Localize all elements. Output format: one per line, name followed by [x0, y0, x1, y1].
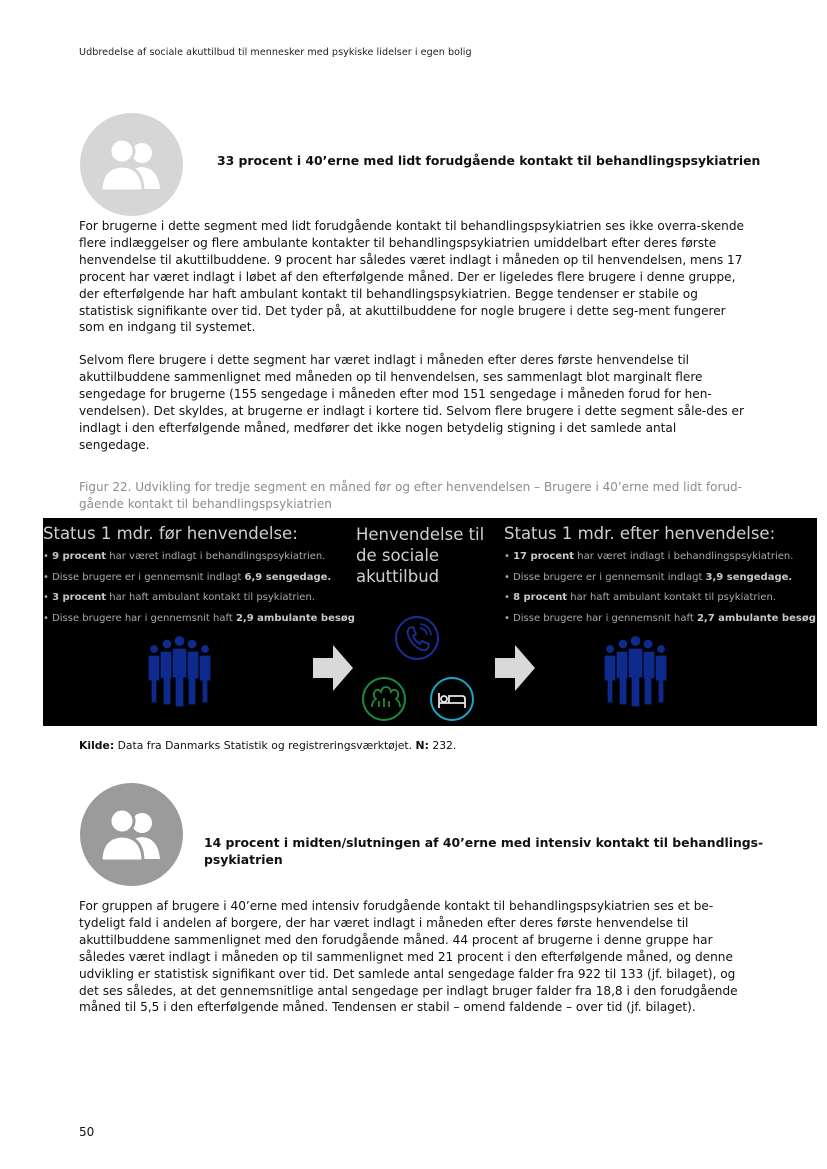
before-status-list — [43, 547, 355, 629]
segment-heading: 14 procent i midten/slutningen af 40’erne med intensiv kontakt til behandlings-psykiatrien — [204, 835, 764, 867]
before-status-column — [43, 523, 355, 629]
infographic-figure — [43, 518, 817, 726]
after-status-list — [504, 547, 817, 629]
body-paragraph: For gruppen af brugere i 40’erne med intensiv forudgående kontakt til behandlingspsykiatrien ses et be-tydeligt fald i andelen af borgere, der har været indlagt i måneden efter deres første henvendelse til akuttilbuddene sammenlignet med den forudgående måned. 44 procent af brugerne i denne gruppe har således været indlagt i måneden op til sammenlignet med 21 procent i den efterfølgende måned, og denne udvikling er statistisk signifikant over tid. Det samlede antal sengedage falder fra 922 til 133 (jf. bilaget), og det ses således, at det gennemsnitlige antal sengedage per indlagt bruger falder fra 18,8 i den forudgående måned til 5,5 i den efterfølgende måned. Tendensen er stabil – omend faldende – over tid (jf. bilaget). — [79, 899, 738, 1015]
users-avatar-icon — [80, 783, 183, 886]
status-item: • 17 procent har været indlagt i behandlingspsykiatrien. — [504, 551, 794, 562]
arrow-right-icon — [495, 645, 535, 691]
status-item: • Disse brugere er i gennemsnit indlagt 6,9 sengedage. — [43, 571, 332, 583]
status-item: • 3 procent har haft ambulant kontakt til psykiatrien. — [43, 592, 315, 603]
running-header: Udbredelse af sociale akuttilbud til mennesker med psykiske lidelser i egen bolig — [79, 47, 472, 58]
health-icon — [360, 675, 408, 723]
status-item: • 8 procent har haft ambulant kontakt til psykiatrien. — [504, 592, 776, 603]
bed-icon — [428, 675, 476, 723]
arrow-right-icon — [313, 645, 353, 691]
status-item: • Disse brugere har i gennemsnit haft 2,7 ambulante besøg — [504, 612, 816, 624]
status-item: • Disse brugere har i gennemsnit haft 2,9 ambulante besøg — [43, 612, 355, 624]
people-group-icon — [147, 635, 217, 710]
body-paragraph: For brugerne i dette segment med lidt forudgående kontakt til behandlingspsykiatrien ses ikke overra-skende flere indlæggelser og flere ambulante kontakter til behandlingspsykiatrien umiddelbart efter deres første henvendelse til akuttilbuddene. 9 procent har således været indlagt i måneden op til henvendelsen, mens 17 procent har været indlagt i løbet af den efterfølgende måned. Der er ligeledes flere brugere i denne gruppe, der efterfølgende har haft ambulant kontakt til behandlingspsykiatrien. Begge tendenser er stabile og statistisk signifikante over tid. Det tyder på, at akuttilbuddene for nogle brugere i dette seg-ment fungerer som en indgang til systemet. — [79, 219, 744, 335]
before-status-title: Status 1 mdr. før henvendelse: — [43, 524, 298, 543]
body-paragraph: Selvom flere brugere i dette segment har været indlagt i måneden efter deres første henvendelse til akuttilbuddene sammenlignet med måneden op til henvendelsen, ses sammenlagt blot marginalt flere sengedage for brugerne (155 sengedage i måneden efter mod 151 sengedage i måneden forud for hen-vendelsen). Det skyldes, at brugerne er indlagt i kortere tid. Selvom flere brugere i dette segment såle-des er indlagt i den efterfølgende måned, medfører det ikke nogen betydelig stigning i det samlede antal sengedage. — [79, 353, 744, 452]
people-group-icon — [603, 635, 673, 710]
status-item: • 9 procent har været indlagt i behandlingspsykiatrien. — [43, 551, 326, 562]
figure-caption: Figur 22. Udvikling for tredje segment en måned før og efter henvendelsen – Brugere i 40’erne med lidt forud-gående kontakt til behandlingspsykiatrien — [79, 480, 743, 511]
segment-heading: 33 procent i 40’erne med lidt forudgående kontakt til behandlingspsykiatrien — [217, 153, 761, 168]
after-status-title: Status 1 mdr. efter henvendelse: — [504, 524, 776, 543]
phone-icon — [393, 614, 441, 662]
page-number: 50 — [79, 1125, 95, 1139]
users-avatar-icon — [80, 113, 183, 216]
after-status-column — [504, 523, 817, 629]
status-item: • Disse brugere er i gennemsnit indlagt 3,9 sengedage. — [504, 571, 793, 583]
figure-source: Kilde: Data fra Danmarks Statistik og registreringsværktøjet. N: 232. — [79, 739, 457, 752]
contact-title: Henvendelse til de sociale akuttilbud — [356, 525, 485, 586]
